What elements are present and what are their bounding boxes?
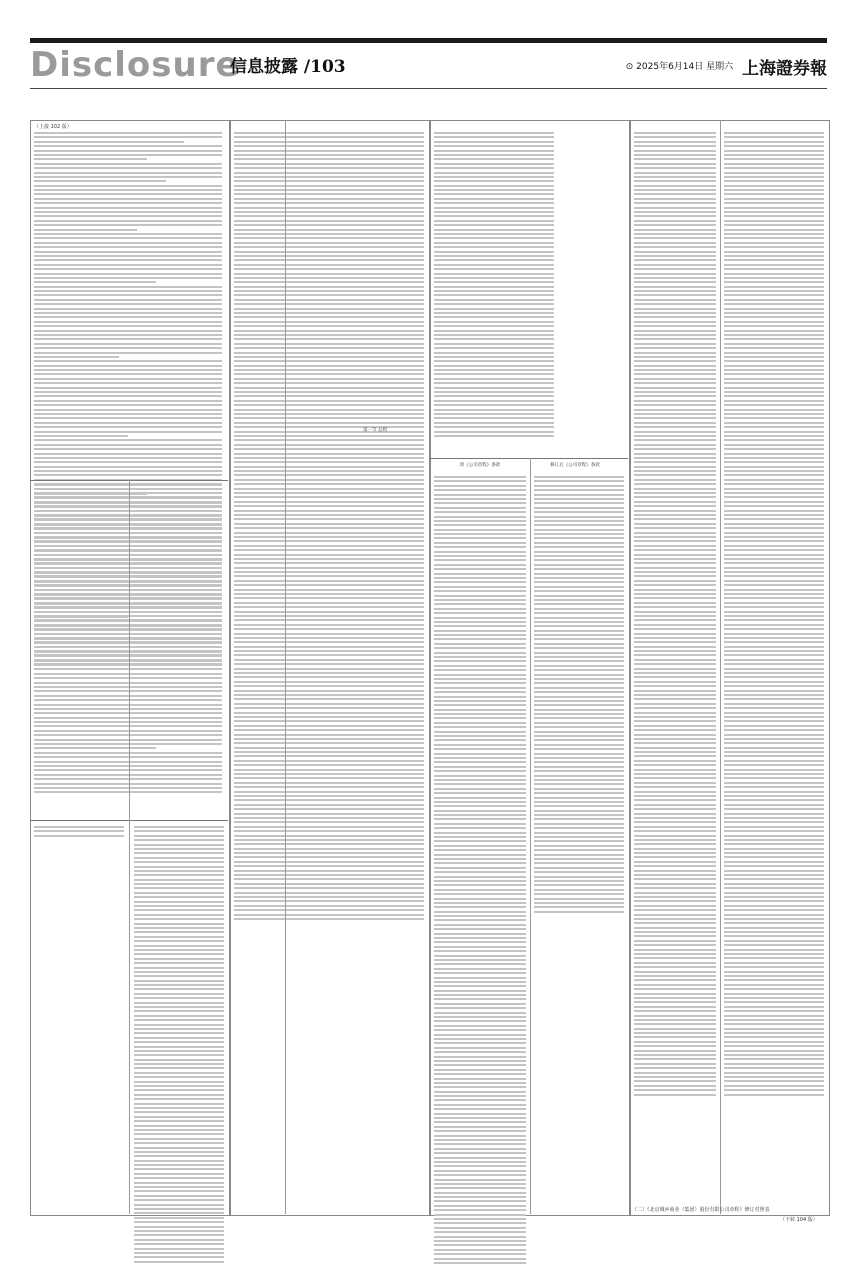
masthead bbox=[30, 46, 827, 84]
col4-right-block bbox=[724, 132, 824, 1098]
col1-right-block bbox=[134, 826, 224, 1265]
masthead-rule bbox=[30, 88, 827, 89]
col3-right-block bbox=[534, 476, 624, 915]
col3-para-a bbox=[434, 132, 554, 439]
col3-heading-old: 原《公司章程》条款 bbox=[459, 463, 501, 468]
section-title: 信息披露 /103 bbox=[230, 57, 346, 77]
col2-caption: 第一节 总则 bbox=[363, 428, 387, 433]
col3-left-block bbox=[434, 476, 526, 1266]
paper-name: 上海證券報 bbox=[742, 59, 827, 79]
continued-from-note: （上接 102 版） bbox=[34, 124, 72, 130]
continued-to-note: （下转 104 版） bbox=[780, 1217, 818, 1223]
table-footnote: （二）《北京城乡商业（集团）股份有限公司章程》修订对照表 bbox=[632, 1207, 770, 1213]
col1-table-a bbox=[34, 484, 222, 796]
brand-title: Disclosure bbox=[30, 45, 240, 85]
top-rule bbox=[30, 38, 827, 43]
col3-heading-new: 修订后《公司章程》条款 bbox=[550, 463, 600, 468]
col2-para-a bbox=[234, 132, 424, 922]
issue-date: 2025年6月14日 星期六 bbox=[636, 62, 734, 72]
col4-left-block bbox=[634, 132, 716, 1098]
clock-icon: ⊙ bbox=[625, 62, 634, 72]
col1-left-block bbox=[34, 826, 124, 839]
masthead-meta bbox=[626, 54, 827, 79]
